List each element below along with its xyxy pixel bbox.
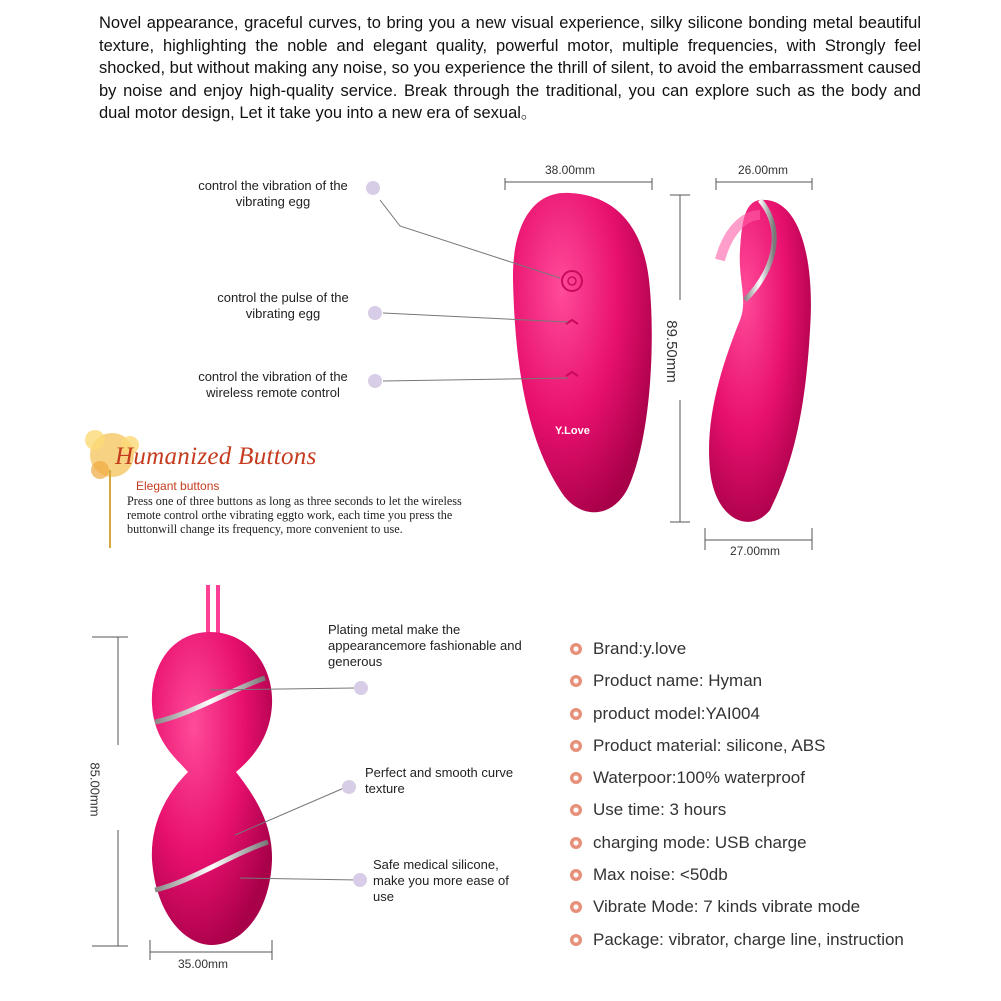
humanized-subtitle: Elegant buttons [136, 479, 220, 493]
remote-front [513, 193, 652, 512]
dim-remote-side-bottom: 27.00mm [730, 544, 781, 558]
callout-dot [353, 873, 367, 887]
dim-balls-width: 35.00mm [178, 957, 229, 971]
spec-item: Product material: silicone, ABS [570, 735, 990, 767]
kegel-balls [152, 632, 272, 945]
spec-item: Use time: 3 hours [570, 799, 990, 831]
humanized-text: Press one of three buttons as long as three seconds to let the wireless remote control orthe vibrating eggto work, each time you press the buttonwill change its frequency, more convenient to use. [127, 494, 462, 536]
callout-dot [366, 181, 380, 195]
callout-vibration-egg: control the vibration of the vibrating egg [198, 178, 348, 209]
callout-plating-metal: Plating metal make the appearancemore fashionable and generous [328, 622, 522, 669]
callout-dot [342, 780, 356, 794]
callout-medical-silicone: Safe medical silicone, make you more ease of use [373, 857, 509, 904]
spec-list [570, 638, 990, 981]
spec-item: Package: vibrator, charge line, instruction [570, 929, 990, 981]
callout-curve-texture: Perfect and smooth curve texture [365, 765, 514, 796]
dim-balls-height: 85.00mm [87, 762, 103, 817]
dim-remote-width: 38.00mm [545, 163, 596, 177]
callout-dot [354, 681, 368, 695]
remote-logo: Y.Love [555, 425, 590, 437]
spec-item: Brand:y.love [570, 638, 990, 670]
spec-item: product model:YAI004 [570, 703, 990, 735]
dim-remote-height: 89.50mm [662, 320, 680, 383]
spec-item: charging mode: USB charge [570, 832, 990, 864]
intro-paragraph: Novel appearance, graceful curves, to bring you a new visual experience, silky silicone bonding metal beautiful texture, highlighting the noble and elegant quality, powerful motor, multiple frequencies, with Strongly feel shocked, but without making any noise, so you experience the thrill of silent, to avoid the embarrassment caused by noise and enjoy high-quality service. Break through the traditional, you can explore such as the body and dual motor design, Let it take you into a new era of sexual。 [99, 14, 921, 122]
callout-pulse-egg: control the pulse of the vibrating egg [217, 290, 349, 321]
humanized-title: Humanized Buttons [115, 443, 317, 470]
spec-item: Vibrate Mode: 7 kinds vibrate mode [570, 896, 990, 928]
spec-item: Waterpoor:100% waterproof [570, 767, 990, 799]
callout-dot [368, 374, 382, 388]
spec-item: Product name: Hyman [570, 670, 990, 702]
callout-dot [368, 306, 382, 320]
dim-remote-side-top: 26.00mm [738, 163, 789, 177]
spec-item: Max noise: <50db [570, 864, 990, 896]
callout-vibration-remote: control the vibration of the wireless remote control [198, 369, 348, 400]
